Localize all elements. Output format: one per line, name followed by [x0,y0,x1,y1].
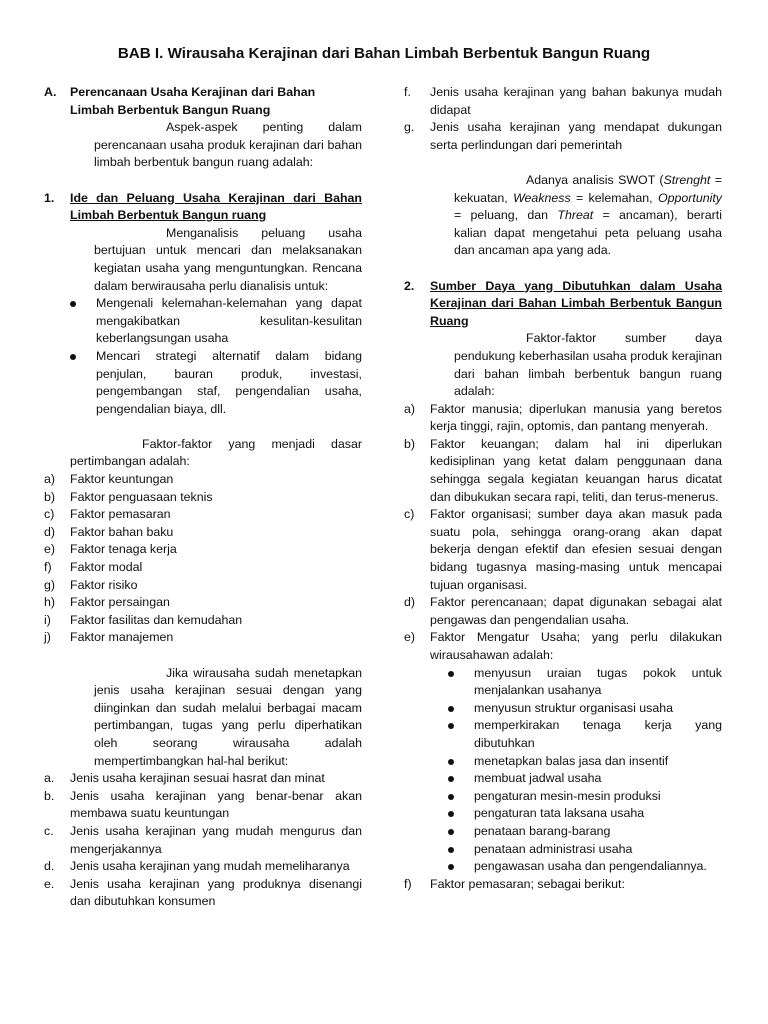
section-2-label: 2. [404,278,415,293]
resource-item [404,436,722,506]
factor-item [44,524,362,542]
section-2-intro: Faktor-faktor sumber daya pendukung keberhasilan usaha produk kerajinan dari bahan limbah berbentuk bangun ruang adalah: [454,331,722,399]
swot-text-5: = ancaman), berarti kalian dapat mengetahui peta peluang usaha dan ancaman apa yang ada. [454,208,722,258]
list-marker: g) [44,577,56,592]
section-a-label: A. [44,85,57,99]
bullet-text: membuat jadwal usaha [474,771,602,786]
mengatur-item [404,753,722,771]
jenis-item [44,788,362,823]
bullet-marker [448,770,474,788]
list-item-text: Faktor organisasi; sumber daya akan masuk pada suatu pola, sehingga orang-orang akan dapat bekerja dengan efektif dan efesien sesuai dengan bidang tugasnya masing-masing untuk mencapai tujuan organisasi. [430,507,722,592]
list-item-text: Faktor bahan baku [70,524,174,539]
list-item-text: Faktor pemasaran [70,507,171,522]
list-item-text: Jenis usaha kerajinan sesuai hasrat dan minat [70,771,325,786]
bullet-dot-icon [70,354,76,360]
bullet-marker [448,788,474,806]
page-title: BAB I. Wirausaha Kerajinan dari Bahan Limbah Berbentuk Bangun Ruang [117,45,651,62]
factor-item [44,577,362,595]
list-marker: a) [404,401,416,416]
section-1-title: Ide dan Peluang Usaha Kerajinan dari Bahan Limbah Berbentuk Bangun ruang [70,190,362,223]
factors-list [44,471,362,647]
section-a-heading [44,84,362,119]
bullet-text: menyusun uraian tugas pokok untuk menjalankan usahanya [474,665,722,698]
list-marker: e) [44,542,56,557]
list-marker: g. [404,120,415,135]
resource-item [404,401,722,436]
mengatur-item [404,788,722,806]
list-item-text: Faktor Mengatur Usaha; yang perlu dilakukan wirausahawan adalah: [430,630,722,662]
bullet-text: penataan barang-barang [474,823,611,838]
list-item-text: Faktor pemasaran; sebagai berikut: [430,876,625,891]
list-marker: b) [44,489,56,504]
list-item-text: Faktor persaingan [70,595,170,610]
list-item-text: Faktor penguasaan teknis [70,489,213,504]
factors-intro: Faktor-faktor yang menjadi dasar pertimbangan adalah: [70,436,362,469]
list-marker: f. [404,85,411,99]
bullet-dot-icon [448,723,454,729]
list-item-text: Jenis usaha kerajinan yang mendapat dukungan serta perlindungan dari pemerintah [430,120,722,152]
bullet-marker [448,823,474,841]
resource-item [404,594,722,629]
jenis-item [404,84,722,119]
resource-item [404,629,722,664]
jenis-item [44,770,362,788]
mengatur-item [404,858,722,876]
bullet-text: menetapkan balas jasa dan insentif [474,753,669,768]
list-marker: f) [404,876,412,891]
list-item-text: Faktor manajemen [70,630,174,645]
list-item-text: Jenis usaha kerajinan yang mudah mengurus dan mengerjakannya [70,823,362,856]
list-marker: c) [44,507,55,522]
list-item-text: Faktor keuangan; dalam hal ini diperlukan kedisiplinan yang ketat dalam penggunaan dana sehingga segala kegiatan keuangan harus dicatat dan dibukukan secara rapi, teliti, dan terus-menerus. [430,436,722,504]
bullet-text: pengaturan mesin-mesin produksi [474,788,661,803]
factor-item [44,559,362,577]
bullet-dot-icon [448,706,454,712]
factor-item [44,541,362,559]
bullet-marker [70,348,96,366]
list-marker: d. [44,859,55,874]
section-2-title: Sumber Daya yang Dibutuhkan dalam Usaha Kerajinan dari Bahan Limbah Berbentuk Bangun Ruang [430,278,722,328]
list-item-text: Faktor fasilitas dan kemudahan [70,612,243,627]
list-marker: j) [44,630,51,645]
factor-item [44,506,362,524]
swot-strength: Strenght [663,172,711,187]
list-marker: b) [404,436,416,451]
resource-item-last [404,876,722,894]
list-item-text: Faktor manusia; diperlukan manusia yang beretos kerja tinggi, rajin, optomis, dan pantang menyerah. [430,401,722,434]
bullet-dot-icon [448,829,454,835]
bullet-dot-icon [448,794,454,800]
jenis-list-continued [404,84,722,154]
section-2-heading [404,278,722,331]
mengatur-bullet-list [404,665,722,876]
list-marker: b. [44,788,55,803]
mengatur-item [404,717,722,752]
bullet-marker [448,717,474,735]
factor-item [44,471,362,489]
jenis-item [404,119,722,154]
bullet-marker [448,841,474,859]
factor-item [44,612,362,630]
swot-threat: Threat [557,208,594,223]
section-1-label: 1. [44,190,55,205]
list-marker: e. [44,876,55,891]
bullet-dot-icon [448,776,454,782]
bullet-text: Mencari strategi alternatif dalam bidang penjulan, bauran produk, investasi, pengembangan staf, pengendalian usaha, pengendalian biaya, dll. [96,348,362,416]
swot-text-3: = kelemahan, [570,190,658,205]
swot-paragraph [454,172,722,260]
list-marker: e) [404,630,416,645]
bullet-text: Mengenali kelemahan-kelemahan yang dapat mengakibatkan kesulitan-kesulitan keberlangsungan usaha [96,296,362,346]
list-item-text: Faktor modal [70,560,143,575]
bullet-dot-icon [448,759,454,765]
list-item-text: Faktor risiko [70,577,138,592]
left-column [44,84,362,911]
swot-weakness: Weakness [513,190,571,205]
list-marker: a) [44,472,56,487]
bullet-item [44,295,362,348]
jenis-item [44,823,362,858]
mengatur-item [404,665,722,700]
bullet-text: penataan administrasi usaha [474,841,633,856]
bullet-text: pengawasan usaha dan pengendaliannya. [474,859,707,874]
list-item-text: Jenis usaha kerajinan yang produknya disenangi dan dibutuhkan konsumen [70,876,362,909]
bullet-marker [448,753,474,771]
mengatur-item [404,805,722,823]
factor-item [44,629,362,647]
list-marker: d) [404,595,416,610]
resources-list [404,401,722,665]
jenis-list [44,770,362,911]
list-item-text: Jenis usaha kerajinan yang benar-benar akan membawa suatu keuntungan [70,788,362,821]
section-1-bullet-list [44,295,362,418]
section-1-heading [44,190,362,225]
mengatur-item [404,841,722,859]
jenis-item [44,858,362,876]
list-marker: h) [44,595,56,610]
bullet-item [44,348,362,418]
swot-text-2: = kekuatan, [454,172,722,205]
swot-opportunity: Opportunity [657,190,722,205]
factor-item [44,594,362,612]
factor-item [44,489,362,507]
section-a-title: Perencanaan Usaha Kerajinan dari Bahan Limbah Berbentuk Bangun Ruang [70,85,316,117]
section-a-intro: Aspek-aspek penting dalam perencanaan usaha produk kerajinan dari bahan limbah berbentuk bangun ruang adalah: [94,120,362,170]
section-1-paragraph: Menganalisis peluang usaha bertujuan untuk mencari dan melaksanakan kegiatan usaha yang menguntungkan. Rencana dalam berwirausaha perlu dianalisis untuk: [94,225,362,293]
bullet-marker [448,700,474,718]
list-item-text: Faktor keuntungan [70,472,174,487]
list-marker: c. [44,823,54,838]
bullet-text: pengaturan tata laksana usaha [474,806,645,821]
list-marker: d) [44,524,56,539]
list-item-text: Faktor tenaga kerja [70,542,177,557]
mengatur-item [404,823,722,841]
jenis-intro: Jika wirausaha sudah menetapkan jenis usaha kerajinan sesuai dengan yang diinginkan dan sudah melalui berbagai macam pertimbangan, tugas yang perlu diperhatikan oleh seorang wirausaha adalah mempertimbangkan hal-hal berikut: [94,665,362,768]
bullet-text: menyusun struktur organisasi usaha [474,700,674,715]
resource-item [404,506,722,594]
list-marker: f) [44,560,52,575]
bullet-text: memperkirakan tenaga kerja yang dibutuhkan [474,718,722,750]
bullet-marker [448,805,474,823]
list-item-text: Jenis usaha kerajinan yang bahan bakunya mudah didapat [430,85,722,117]
bullet-dot-icon [448,671,454,677]
list-marker: c) [404,507,415,522]
list-marker: a. [44,771,55,786]
swot-text-1: Adanya analisis SWOT ( [526,172,664,187]
bullet-dot-icon [70,301,76,307]
mengatur-item [404,700,722,718]
list-item-text: Jenis usaha kerajinan yang mudah memeliharanya [70,859,350,874]
bullet-dot-icon [448,847,454,853]
bullet-dot-icon [448,811,454,817]
list-item-text: Faktor perencanaan; dapat digunakan sebagai alat pengawas dan pengendalian usaha. [430,595,722,627]
bullet-marker [448,665,474,683]
list-marker: i) [44,612,51,627]
bullet-dot-icon [448,864,454,870]
swot-text-4: = peluang, dan [454,208,558,223]
bullet-marker [70,295,96,313]
bullet-marker [448,858,474,876]
jenis-item [44,876,362,911]
mengatur-item [404,770,722,788]
right-column [404,84,722,893]
